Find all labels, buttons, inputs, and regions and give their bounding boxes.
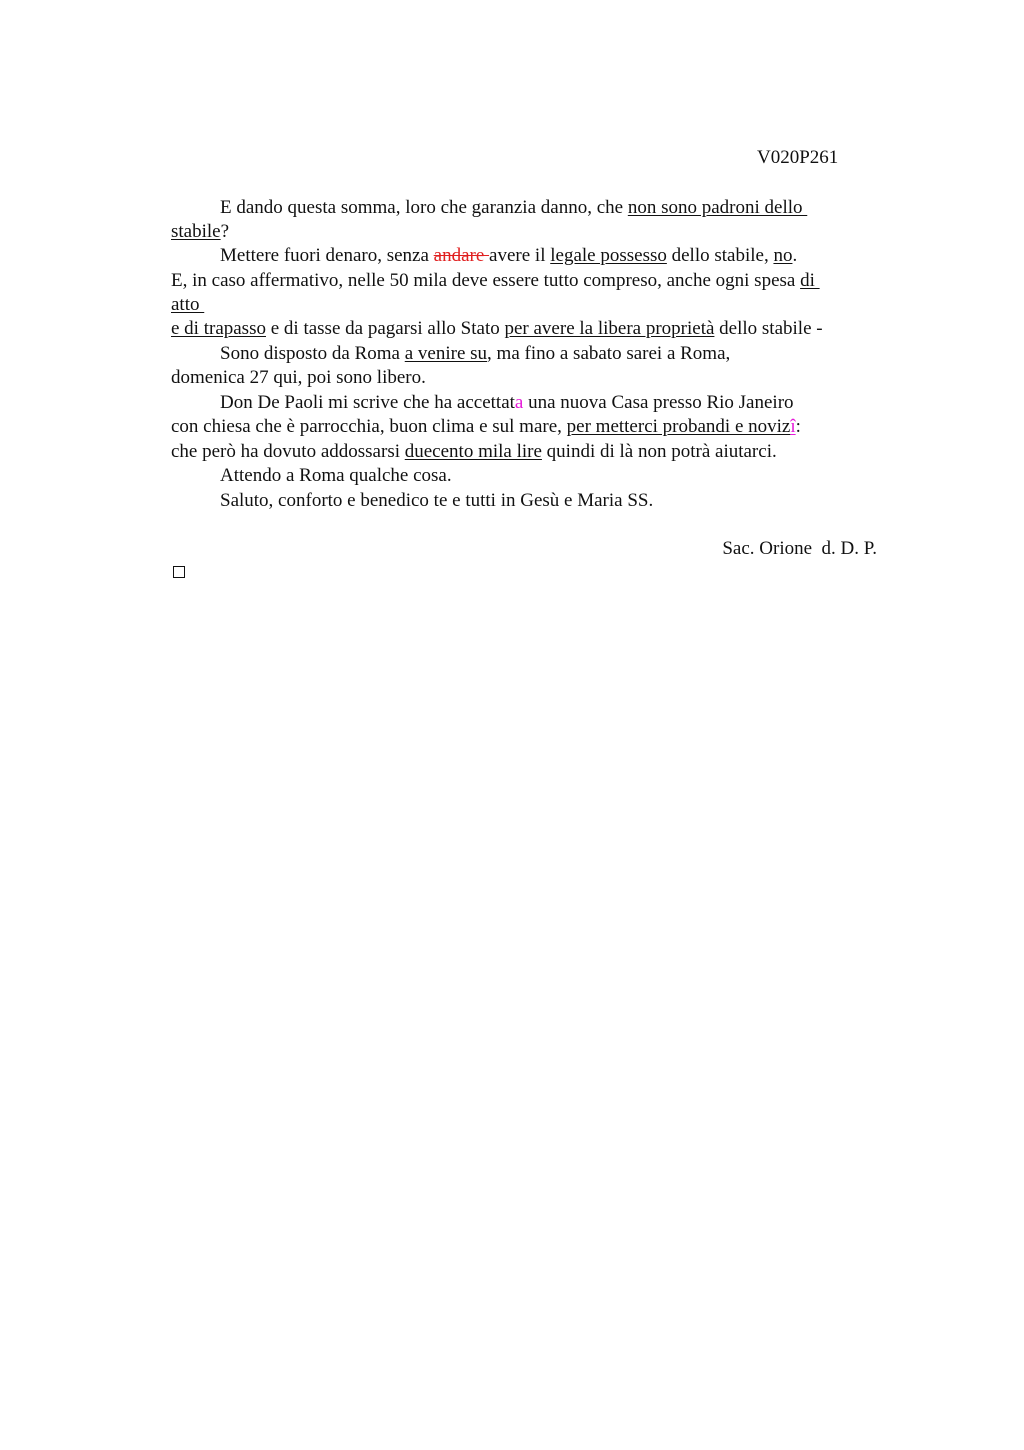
text-segment: : (795, 416, 801, 437)
text-segment: E dando questa somma, loro che garanzia danno, che (220, 197, 628, 218)
text-line (171, 415, 801, 439)
signature: Sac. Orione d. D. P. (722, 538, 877, 559)
text-segment: avere il (489, 245, 551, 266)
text-line (220, 489, 653, 513)
text-line (171, 440, 777, 464)
underlined-text: per avere la libera proprietà (504, 318, 715, 339)
underlined-text: stabile (171, 221, 221, 242)
text-segment: ? (220, 221, 230, 242)
text-line (220, 391, 794, 415)
text-segment: domenica 27 qui, poi sono libero. (171, 367, 426, 388)
text-line (220, 196, 807, 220)
text-line (171, 366, 426, 390)
text-segment: con chiesa che è parrocchia, buon clima e sul mare, (171, 416, 567, 437)
underlined-text: di (800, 270, 820, 291)
text-segment: quindi di là non potrà aiutarci. (541, 441, 777, 462)
text-line (171, 220, 229, 244)
text-segment: che però ha dovuto addossarsi (171, 441, 405, 462)
text-line (220, 464, 452, 488)
underlined-text: legale possesso (550, 245, 667, 266)
text-line (171, 293, 204, 317)
underlined-text: e di trapasso (171, 318, 266, 339)
checkbox[interactable] (173, 566, 185, 578)
underlined-text: non sono padroni dello (627, 197, 808, 218)
text-line (171, 317, 823, 341)
underlined-text: a venire su (404, 343, 488, 364)
text-segment: Sono disposto da Roma (220, 343, 405, 364)
text-segment: Mettere fuori denaro, senza (220, 245, 434, 266)
underlined-text: duecento mila lire (404, 441, 542, 462)
struck-text: andare (433, 245, 490, 266)
text-segment: , ma fino a sabato sarei a Roma, (487, 343, 731, 364)
text-segment: una nuova Casa presso Rio Janeiro (523, 392, 794, 413)
text-segment: . (792, 245, 798, 266)
underlined-text: atto (171, 294, 205, 315)
text-line (220, 244, 797, 268)
text-line (171, 269, 820, 293)
text-segment: Don De Paoli mi scrive che ha accettat (220, 392, 515, 413)
text-segment: Saluto, conforto e benedico te e tutti in Gesù e Maria SS. (220, 490, 654, 511)
document-id: V020P261 (757, 147, 839, 168)
text-segment: dello stabile - (714, 318, 823, 339)
underlined-text: per metterci probandi e noviz (566, 416, 791, 437)
text-segment: E, in caso affermativo, nelle 50 mila deve essere tutto compreso, anche ogni spesa (171, 270, 801, 291)
text-segment: dello stabile, (666, 245, 774, 266)
text-segment: a (514, 392, 524, 413)
underlined-text: no (773, 245, 793, 266)
text-segment: e di tasse da pagarsi allo Stato (265, 318, 505, 339)
underlined-text: î (790, 416, 796, 437)
text-segment: Attendo a Roma qualche cosa. (220, 465, 452, 486)
text-line (220, 342, 730, 366)
